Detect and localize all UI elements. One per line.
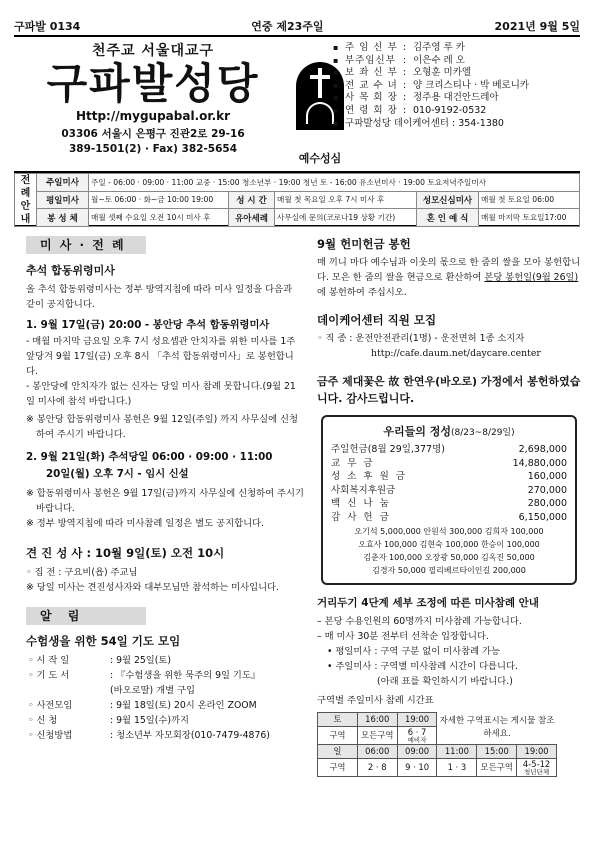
- schedule-value: 월~토 06:00 · 화~금 10:00 19:00: [89, 191, 229, 209]
- offering-title: 우리들의 정성(8/23~8/29일): [383, 425, 515, 438]
- offering-line: 감 사 헌 금 6,150,000: [331, 511, 567, 523]
- zone-note: 자세한 구역표시는 게시물 참조하세요.: [437, 712, 557, 744]
- zone-cell: 모든구역: [357, 726, 397, 744]
- staff-row: ▪ 사 목 회 장 : 정주용 대건안드레아: [333, 92, 499, 104]
- rice-offering-title: 9월 헌미헌금 봉헌: [317, 237, 411, 251]
- chuseok-item1-line: - 매월 마지막 금요일 오후 7시 성요셉관 안치자를 위한 미사를 1주 앞당겨 9월 17일(금) 오후 8시 「추석 합동위령미사」로 봉헌합니다.: [26, 336, 296, 377]
- right-column: [317, 236, 585, 777]
- schedule-label: 성 시 간: [229, 191, 275, 209]
- chuseok-intro: 올 추석 합동위령미사는 정부 방역지침에 따라 미사 일정을 다음과 같이 공지합니다.: [26, 284, 293, 310]
- distancing-line: – 본당 수용인원의 60명까지 미사참례 가능합니다.: [317, 615, 522, 627]
- time-cell: 06:00: [357, 744, 397, 758]
- schedule-label: 성모신심미사: [417, 191, 479, 209]
- bulletin-number: 구파발 0134: [14, 20, 81, 33]
- zone-cell: 2 · 8: [357, 758, 397, 776]
- daycare-line: ◦ 직 종 : 운전안전관리(1명) - 운전면허 1종 소지자: [317, 333, 525, 344]
- liturgy-schedule: [14, 171, 580, 227]
- zone-schedule: [317, 693, 585, 777]
- chuseok-item2-subtitle: 20일(월) 오후 7시 - 임시 신설: [46, 468, 189, 480]
- staff-list: [333, 42, 583, 130]
- mass-section-title: 미 사 · 전 례: [26, 236, 146, 254]
- chuseok-item2-note: ※ 정부 방역지침에 따라 미사참례 일정은 별도 공지합니다.: [26, 518, 264, 529]
- prayer-row: ◦ 신 청 : 9월 15일(수)까지: [28, 715, 189, 726]
- staff-row: ▪ 보 좌 신 부 : 오형훈 미카엘: [333, 67, 472, 79]
- prayer-row: ◦ 신청방법 : 청소년부 자모회장(010-7479-4876): [28, 730, 270, 741]
- offering-line: 주일헌금(8월 29일,377명) 2,698,000: [331, 444, 567, 455]
- bulletin-header: [14, 18, 580, 34]
- offering-line: 교 무 금 14,880,000: [331, 457, 567, 469]
- time-cell: 11:00: [437, 744, 477, 758]
- time-cell: 15:00: [477, 744, 517, 758]
- schedule-value: 매월 마지막 토요일17:00: [479, 209, 580, 227]
- zone-cell: 모든구역: [477, 758, 517, 776]
- offering-line: 성 소 후 원 금 160,000: [331, 471, 567, 483]
- schedule-value: 사무실에 문의(코로나19 상황 기간): [275, 209, 417, 227]
- time-cell: 16:00: [357, 712, 397, 726]
- prayer-row: (바오로딸) 개별 구입: [110, 685, 196, 696]
- zone-cell: 6 · 7 예비자: [397, 726, 437, 744]
- top-divider: [14, 35, 580, 37]
- zone-table-title: 구역별 주일미사 참례 시간표: [317, 694, 434, 706]
- bulletin-date: 2021년 9월 5일: [494, 20, 580, 33]
- schedule-value: 매월 셋째 수요일 오전 10시 미사 후: [89, 209, 229, 227]
- schedule-label: 평일미사: [37, 191, 89, 209]
- distancing-bullet: (아래 표를 확인하시기 바랍니다.): [377, 675, 513, 687]
- schedule-value: 매월 첫 목요일 오후 7시 미사 후: [275, 191, 417, 209]
- prayer-row: ◦ 기 도 서 : 『수험생을 위한 묵주의 9일 기도』: [28, 670, 261, 681]
- staff-row: ▪ 전 교 수 녀 : 양 크리스티나 · 박 베로니카: [333, 79, 530, 91]
- schedule-label: 봉 성 체: [37, 209, 89, 227]
- schedule-label: 주일미사: [37, 174, 89, 192]
- diocese-name: 천주교 서울대교구: [91, 43, 215, 59]
- schedule-value: 주일 - 06:00 · 09:00 · 11:00 교중 · 15:00 청소년부 · 19:00 청년 토 - 16:00 유소년미사 · 19:00 토요저녁주일미사: [89, 174, 580, 192]
- staff-row: ▪ 연 령 회 장 : 010-9192-0532: [333, 104, 487, 116]
- chuseok-item1-title: 1. 9월 17일(금) 20:00 - 봉안당 추석 합동위령미사: [26, 319, 270, 331]
- distancing-line: – 매 미사 30분 전부터 선착순 입장합니다.: [317, 630, 489, 642]
- distancing-bullet: • 평일미사 : 구역 구분 없이 미사참례 가능: [327, 645, 500, 657]
- donor-line: 오기석 5,000,000 안원석 300,000 김희자 100,000: [354, 526, 544, 536]
- prayer-row: ◦ 사전모임 : 9월 18일(토) 20시 온라인 ZOOM: [28, 700, 257, 711]
- zone-cell: 1 · 3: [437, 758, 477, 776]
- offering-line: 사회복지후원금 270,000: [331, 484, 567, 496]
- confirmation-line: ※ 당일 미사는 견진성사자와 대부모님만 참석하는 미사입니다.: [26, 582, 279, 593]
- altar-flower-text: 금주 제대꽃은 故 한연우(바오로) 가정에서 봉헌하였습니다. 감사드립니다.: [317, 375, 581, 405]
- staff-row: ▪ 부주임신부 : 이은수 레 오: [333, 54, 465, 66]
- schedule-label: 유아세례: [229, 209, 275, 227]
- schedule-label: 혼 인 예 식: [417, 209, 479, 227]
- time-cell: 09:00: [397, 744, 437, 758]
- rice-offering-text: 매 끼니 마다 예수님과 이웃의 몫으로 한 줌의 쌀을 모아 봉헌합니다. 모은 한 줌의 쌀을 현금으로 환산하여 본당 봉헌일(9월 26일)에 봉헌하여 주십시오.: [317, 257, 581, 298]
- zone-label: 구역: [318, 726, 358, 744]
- patron-caption: 예수성심: [298, 152, 342, 165]
- church-title: 구파발성당: [46, 59, 260, 108]
- chuseok-item1-line: - 봉안당에 안치자가 없는 신자는 당일 미사 참례 못합니다.(9월 21일 미사에 참석 바랍니다.): [26, 381, 296, 407]
- time-cell: 19:00: [517, 744, 557, 758]
- schedule-side-label: 전례안내: [15, 174, 37, 227]
- church-url[interactable]: Http://mygupabal.or.kr: [75, 109, 231, 123]
- donor-line: 김춘자 100,000 오장광 50,000 김옥진 50,000: [363, 552, 535, 562]
- church-header: [22, 40, 284, 168]
- distancing-bullet: • 주일미사 : 구역별 미사참례 시간이 다릅니다.: [327, 660, 518, 672]
- day-cell: 토: [318, 712, 358, 726]
- left-column: [26, 236, 304, 743]
- prayer-row: ◦ 시 작 일 : 9월 25일(토): [28, 655, 171, 666]
- offering-box: [321, 415, 577, 585]
- offering-line: 백 신 나 눔 280,000: [331, 498, 567, 510]
- confirmation-title: 견 진 성 사 : 10월 9일(토) 오전 10시: [26, 546, 225, 560]
- daycare-url[interactable]: http://cafe.daum.net/daycare.center: [371, 348, 541, 359]
- staff-row: ▪ 주 임 신 부 : 김주영 루 카: [333, 42, 465, 53]
- chuseok-item2-note: ※ 합동위령미사 봉헌은 9월 17일(금)까지 사무실에 신청하여 주시기 바랍니다.: [26, 488, 304, 514]
- distancing-title: 거리두기 4단계 세부 조정에 따른 미사참례 안내: [317, 596, 539, 609]
- schedule-value: 매월 첫 토요일 06:00: [479, 191, 580, 209]
- time-cell: 19:00: [397, 712, 437, 726]
- chuseok-item2-title: 2. 9월 21일(화) 추석당일 06:00 · 09:00 · 11:00: [26, 451, 273, 463]
- confirmation-line: ◦ 집 전 : 구요비(욥) 주교님: [26, 567, 138, 578]
- liturgy-week: 연중 제23주일: [251, 20, 324, 33]
- donor-line: 오효사 100,000 김현숙 100,000 한승이 100,000: [358, 539, 540, 549]
- donor-line: 김경자 50,000 필리베르타이인길 200,000: [372, 565, 526, 575]
- zone-cell: 9 · 10: [397, 758, 437, 776]
- zone-table: [317, 712, 557, 777]
- staff-row: ▪ 구파발성당 데이케어센터 : 354-1380: [333, 117, 504, 129]
- chuseok-title: 추석 합동위령미사: [26, 264, 115, 277]
- daycare-title: 데이케어센터 직원 모집: [317, 313, 437, 327]
- chuseok-item1-note: ※ 봉안당 합동위령미사 봉헌은 9월 12일(주일) 까지 사무실에 신청하여 주시기 바랍니다.: [26, 414, 298, 440]
- notice-section-title: 알 림: [26, 607, 146, 625]
- church-address: 03306 서울시 은평구 진관2로 29-16 389-1501(2) · Fax) 382-5654: [22, 127, 284, 157]
- zone-cell: 4-5-12 청년단체: [517, 758, 557, 776]
- prayer-title: 수험생을 위한 54일 기도 모임: [26, 634, 181, 648]
- zone-label: 구역: [318, 758, 358, 776]
- day-cell: 일: [318, 744, 358, 758]
- church-phone: 389-1501(2) · Fax) 382-5654: [68, 143, 238, 155]
